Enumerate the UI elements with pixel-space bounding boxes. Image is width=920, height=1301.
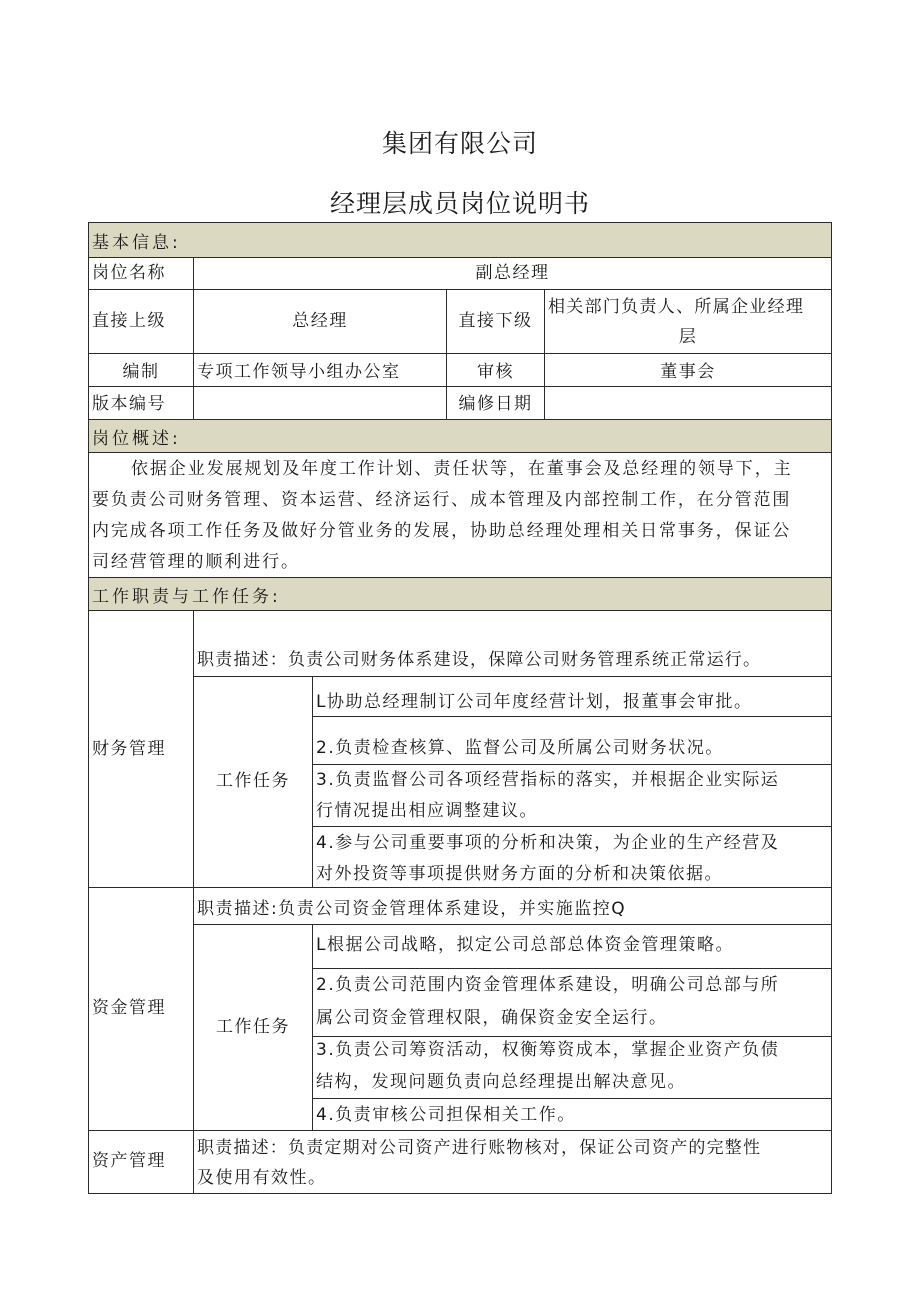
company-title: 集团有限公司 — [381, 129, 538, 158]
fund-task-3-line2: 结构，发现问题负责向总经理提出解决意见。 — [316, 1072, 686, 1092]
overview-line-4: 司经营管理的顺利进行。 — [92, 552, 300, 572]
subordinate-label: 直接下级 — [458, 311, 533, 331]
finance-task-3-line2: 行情况提出相应调整建议。 — [316, 801, 538, 821]
fund-task-label: 工作任务 — [216, 1017, 290, 1037]
position-name-value: 副总经理 — [475, 263, 550, 283]
basic-info-header: 基本信息: — [92, 233, 181, 253]
fund-category: 资金管理 — [92, 998, 166, 1018]
fund-task-2-line2: 属公司资金管理权限，确保资金安全运行。 — [316, 1008, 668, 1028]
asset-category: 资产管理 — [92, 1151, 166, 1171]
fund-description: 职责描述:负责公司资金管理体系建设，并实施监控Q — [197, 899, 627, 919]
review-value: 董事会 — [660, 362, 716, 382]
document-title: 经理层成员岗位说明书 — [329, 189, 590, 218]
duties-header: 工作职责与工作任务: — [92, 587, 281, 607]
overview-line-2: 要负责公司财务管理、资本运营、经济运行、成本管理及内部控制工作，在分管范围 — [92, 490, 792, 510]
superior-value: 总经理 — [292, 311, 348, 331]
finance-task-2: 2.负责检查核算、监督公司及所属公司财务状况。 — [316, 738, 724, 758]
finance-task-3-line1: 3.负责监督公司各项经营指标的落实，并根据企业实际运 — [316, 770, 780, 790]
position-name-label: 岗位名称 — [92, 263, 166, 283]
superior-label: 直接上级 — [92, 311, 166, 331]
subordinate-value-line1: 相关部门负责人、所属企业经理 — [548, 297, 805, 317]
review-label: 审核 — [477, 362, 514, 382]
finance-description: 职责描述：负责公司财务体系建设，保障公司财务管理系统正常运行。 — [197, 650, 762, 670]
overview-line-3: 内完成各项工作任务及做好分管业务的发展，协助总经理处理相关日常事务，保证公 — [92, 521, 792, 541]
finance-task-label: 工作任务 — [216, 771, 290, 791]
overview-header-bar — [88, 419, 831, 452]
basic-info-header-bar — [88, 222, 831, 257]
fund-task-1: L根据公司战略，拟定公司总部总体资金管理策略。 — [316, 935, 734, 955]
author-label: 编制 — [122, 362, 160, 382]
overview-header: 岗位概述: — [92, 429, 181, 449]
revise-date-label: 编修日期 — [458, 394, 533, 414]
author-value: 专项工作领导小组办公室 — [197, 362, 401, 382]
fund-task-2-line1: 2.负责公司范围内资金管理体系建设，明确公司总部与所 — [316, 975, 780, 995]
fund-task-3-line1: 3.负责公司筹资活动，权衡筹资成本，掌握企业资产负债 — [316, 1040, 780, 1060]
finance-task-4-line2: 对外投资等事项提供财务方面的分析和决策依据。 — [316, 864, 723, 884]
subordinate-value-line2: 层 — [678, 327, 698, 347]
asset-description-line2: 及使用有效性。 — [197, 1168, 327, 1188]
asset-description-line1: 职责描述：负责定期对公司资产进行账物核对，保证公司资产的完整性 — [197, 1138, 762, 1158]
finance-task-1: L协助总经理制订公司年度经营计划，报董事会审批。 — [316, 692, 753, 712]
finance-task-4-line1: 4.参与公司重要事项的分析和决策，为企业的生产经营及 — [316, 833, 780, 853]
finance-category: 财务管理 — [92, 739, 166, 759]
overview-line-1: 依据企业发展规划及年度工作计划、责任状等，在董事会及总经理的领导下，主 — [131, 459, 793, 479]
fund-task-4: 4.负责审核公司担保相关工作。 — [316, 1105, 576, 1125]
version-label: 版本编号 — [92, 394, 166, 414]
